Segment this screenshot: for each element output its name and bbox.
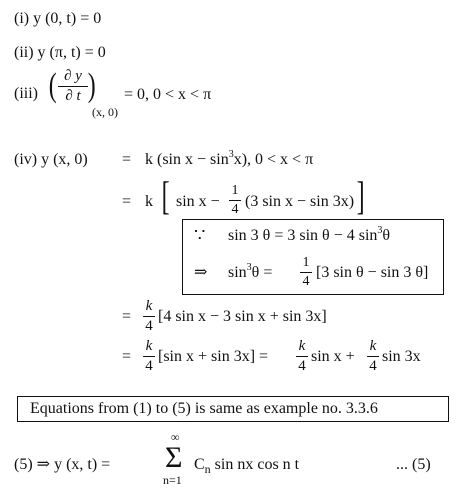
eq2-fraction — [229, 184, 241, 217]
identity-2-part-a: sin — [228, 264, 247, 281]
eq4-frac3-num: k — [369, 338, 377, 354]
identity-2-frac-den: 4 — [302, 274, 310, 289]
eq4-part-c: sin 3x — [382, 348, 421, 365]
eq1-part-b: x), 0 < x < π — [233, 151, 314, 168]
condition-iii-rest: = 0, 0 < x < π — [124, 86, 212, 103]
identity-2-power: 3 — [246, 262, 252, 273]
identity-1-part-b: θ — [382, 227, 391, 244]
eq1-power: 3 — [228, 149, 234, 160]
identity-2-left — [228, 262, 273, 281]
implies-icon: ⇒ — [194, 264, 208, 281]
eq4-part-a: [sin x + sin 3x] = — [158, 348, 269, 365]
condition-iii-label: (iii) — [14, 85, 38, 102]
sum-upper-limit: ∞ — [171, 430, 180, 444]
condition-ii: (ii) y (π, t) = 0 — [14, 44, 106, 61]
eq3-equals: = — [122, 308, 132, 325]
identity-1-power: 3 — [377, 225, 383, 236]
eq1-part-a: k (sin x − sin — [145, 151, 229, 168]
sum-icon: Σ — [165, 441, 183, 474]
eq4-frac3-den: 4 — [369, 358, 377, 374]
eq3-frac-num: k — [145, 298, 153, 314]
partial-numerator: ∂ y — [64, 68, 82, 84]
identity-1-part-a: sin 3 θ = 3 sin θ − 4 sin — [228, 227, 378, 244]
eq4-frac2-num: k — [298, 338, 306, 354]
final-coefficient: C — [194, 456, 205, 473]
paren-open: ( — [48, 67, 57, 104]
final-lhs: (5) ⇒ y (x, t) = — [14, 456, 111, 473]
sum-lower-limit: n=1 — [163, 473, 182, 487]
partial-denominator: ∂ t — [65, 88, 81, 104]
eq2-equals: = — [122, 193, 132, 210]
final-terms: sin nx cos n t — [210, 456, 300, 473]
eq1-equals: = — [122, 151, 132, 168]
equation-number: ... (5) — [396, 456, 431, 473]
eq4-part-b: sin x + — [311, 348, 355, 365]
bracket-close: ] — [356, 173, 365, 218]
identity-2-fraction — [300, 256, 312, 289]
eq2-frac-den: 4 — [231, 202, 239, 217]
eq4-fraction-2 — [296, 339, 308, 374]
identity-2-part-b: θ = — [251, 264, 273, 281]
partial-derivative — [58, 69, 88, 104]
eq3-frac-den: 4 — [145, 318, 153, 334]
partial-subscript: (x, 0) — [92, 105, 118, 119]
paren-close: ) — [87, 67, 96, 104]
eq4-fraction-1 — [143, 339, 155, 374]
eq2-k: k — [145, 193, 153, 210]
eq2-frac-num: 1 — [231, 183, 239, 198]
bracket-open: [ — [161, 173, 170, 218]
eq3-expression: [4 sin x − 3 sin x + sin 3x] — [158, 308, 327, 325]
identity-1 — [228, 225, 391, 244]
identity-2-frac-num: 1 — [302, 255, 310, 270]
eq4-equals: = — [122, 348, 132, 365]
eq2-part-b: (3 sin x − sin 3x) — [245, 193, 355, 210]
since-icon: ∵ — [194, 225, 206, 245]
identity-2-right: [3 sin θ − sin 3 θ] — [316, 264, 429, 281]
eq4-frac1-den: 4 — [145, 358, 153, 374]
eq4-frac2-den: 4 — [298, 358, 306, 374]
condition-i: (i) y (0, t) = 0 — [14, 10, 102, 27]
eq4-frac1-num: k — [145, 338, 153, 354]
eq2-part-a: sin x − — [176, 193, 220, 210]
final-rhs — [194, 457, 299, 475]
eq3-fraction — [143, 299, 155, 334]
eq4-fraction-3 — [367, 339, 379, 374]
note-text: Equations from (1) to (5) is same as example no. 3.3.6 — [30, 400, 378, 417]
eq1-expression — [145, 149, 314, 168]
final-subscript: n — [204, 462, 211, 477]
condition-iv-label: (iv) y (x, 0) — [14, 151, 88, 168]
